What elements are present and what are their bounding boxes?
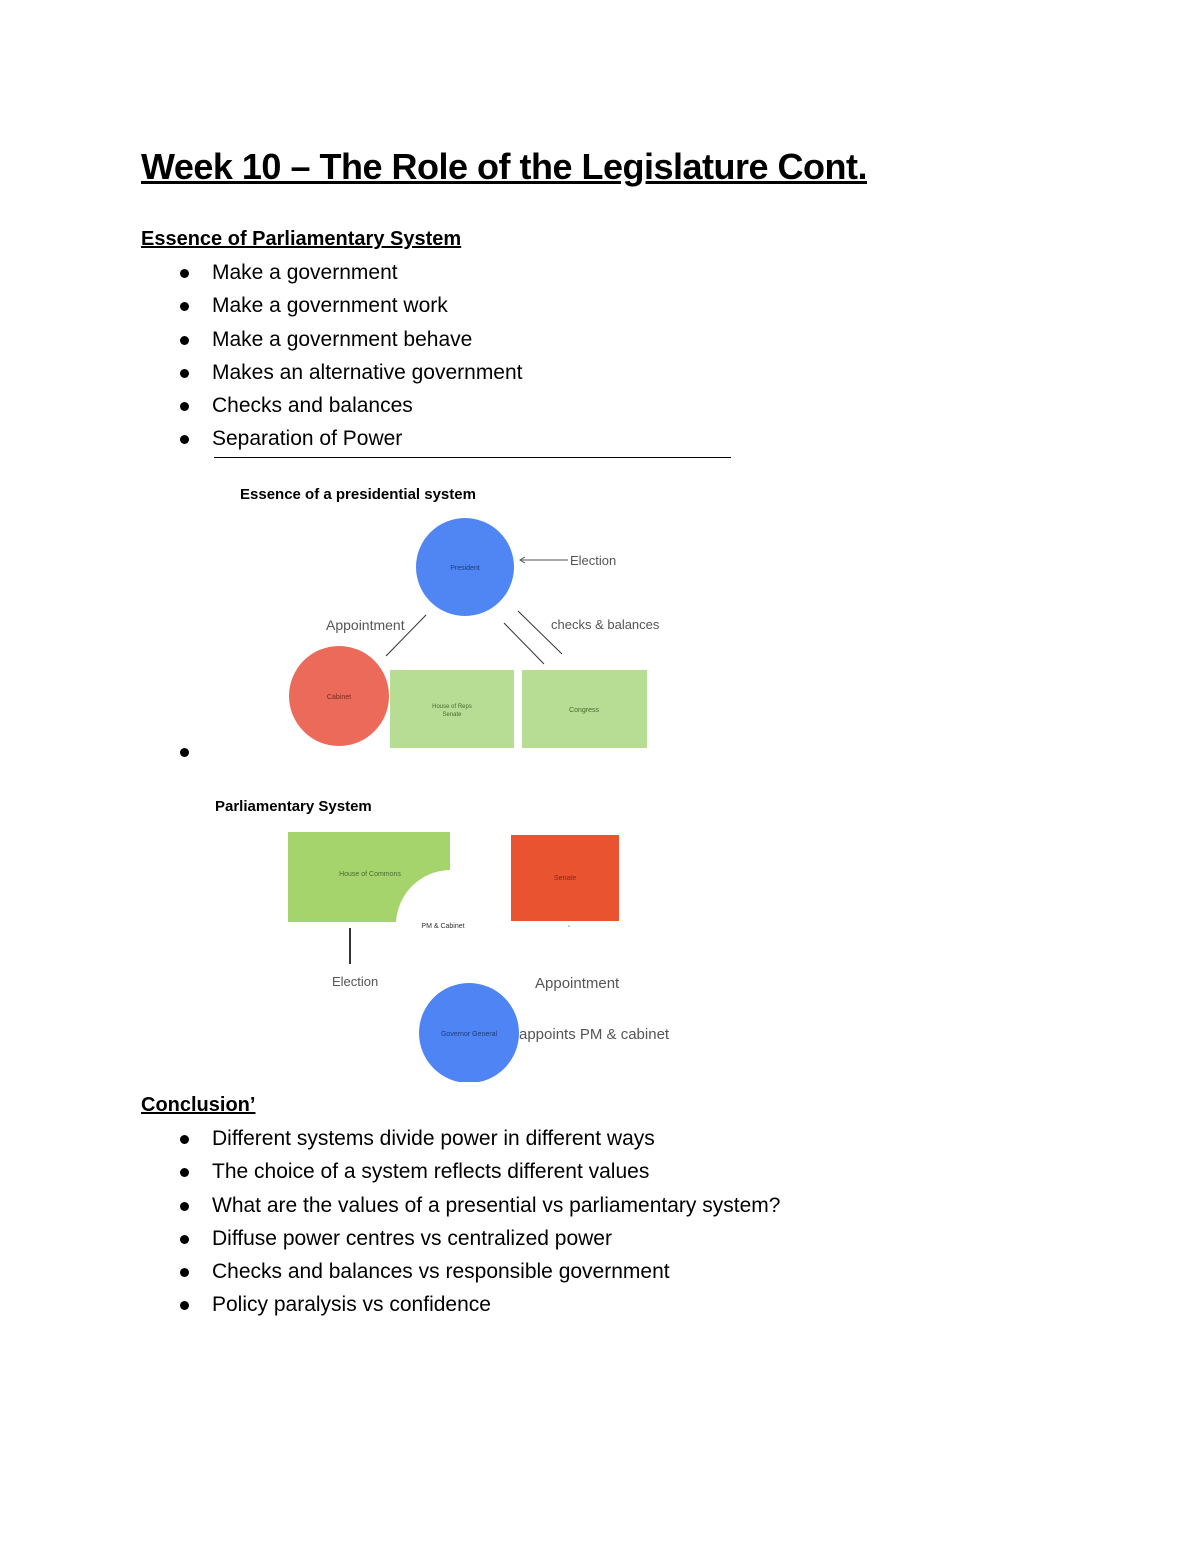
pm-cabinet-label: PM & Cabinet xyxy=(421,923,465,930)
senate-label: Senate xyxy=(553,875,577,882)
congress-label: Congress xyxy=(569,707,599,714)
appointment-label: Appointment xyxy=(535,975,620,992)
diagram-title: Parliamentary System xyxy=(215,798,372,815)
presidential-system-diagram xyxy=(230,478,700,753)
section-heading-parliamentary: Essence of Parliamentary System xyxy=(141,228,462,250)
list-item: Make a government xyxy=(174,256,523,289)
list-item: Policy paralysis vs confidence xyxy=(174,1288,780,1321)
governor-label: Governor General xyxy=(440,1031,498,1038)
divider xyxy=(214,457,731,458)
election-label: Election xyxy=(332,974,379,989)
cabinet-label: Cabinet xyxy=(326,694,352,701)
appointment-label: Appointment xyxy=(326,617,405,633)
page-title: Week 10 – The Role of the Legislature Cont. xyxy=(141,146,867,187)
list-item: Checks and balances xyxy=(174,389,523,422)
list-item: Make a government work xyxy=(174,289,523,322)
diagram-title: Essence of a presidential system xyxy=(240,486,476,503)
list-item: Make a government behave xyxy=(174,323,523,356)
list-item: What are the values of a presential vs parliamentary system? xyxy=(174,1189,780,1222)
list-item: Different systems divide power in different ways xyxy=(174,1122,780,1155)
president-label: President xyxy=(450,565,480,572)
section-heading-conclusion: Conclusion’ xyxy=(141,1094,256,1116)
appoints-label: appoints PM & cabinet xyxy=(519,1026,670,1043)
senate-label: Senate xyxy=(442,712,462,718)
list-item: The choice of a system reflects different values xyxy=(174,1155,780,1188)
checks-line-down xyxy=(504,623,544,664)
house-label: House of Reps xyxy=(432,704,472,710)
bullet-list-parliamentary xyxy=(174,256,523,456)
parliamentary-system-diagram xyxy=(210,792,700,1082)
bullet xyxy=(180,748,189,757)
checks-label: checks & balances xyxy=(551,617,660,632)
election-label: Election xyxy=(570,553,617,568)
list-item: Diffuse power centres vs centralized power xyxy=(174,1222,780,1255)
bullet-list-conclusion xyxy=(174,1122,780,1322)
list-item: Makes an alternative government xyxy=(174,356,523,389)
list-item: Checks and balances vs responsible government xyxy=(174,1255,780,1288)
commons-label: House of Commons xyxy=(339,871,401,878)
list-item: Separation of Power xyxy=(174,422,523,455)
